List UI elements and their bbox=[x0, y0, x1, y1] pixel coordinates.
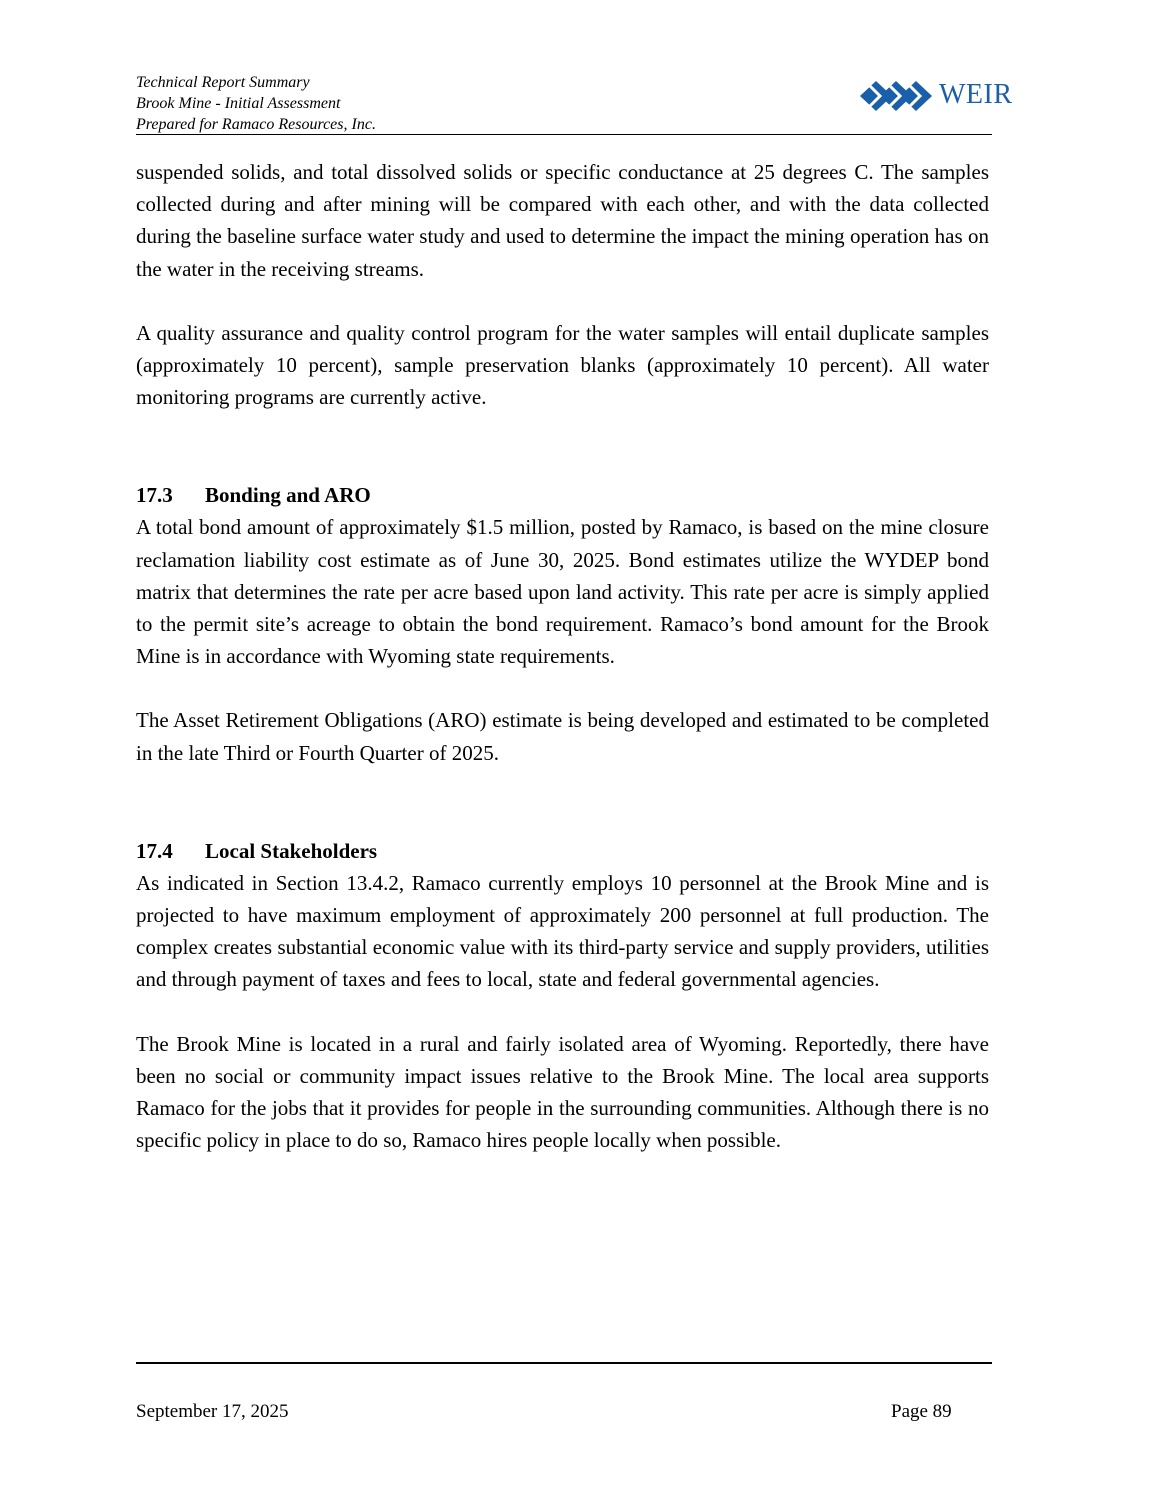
header-report-subtitle: Brook Mine - Initial Assessment bbox=[136, 95, 341, 112]
footer-page-number: Page 89 bbox=[891, 1401, 952, 1422]
footer-date: September 17, 2025 bbox=[136, 1401, 289, 1422]
header-text-block bbox=[136, 72, 376, 135]
paragraph-aro-estimate: The Asset Retirement Obligations (ARO) estimate is being developed and estimated to be completed in the late Third or Fourth Quarter of 2025. bbox=[136, 708, 989, 765]
header-report-title: Technical Report Summary bbox=[136, 74, 310, 91]
paragraph-quality-assurance: A quality assurance and quality control program for the water samples will entail duplicate samples (approximately 10 percent), sample preservation blanks (approximately 10 percent). All water monitoring programs are currently active. bbox=[136, 320, 989, 410]
section-title: Bonding and ARO bbox=[205, 483, 371, 508]
section-number: 17.3 bbox=[136, 483, 173, 508]
section-heading-local-stakeholders bbox=[136, 835, 989, 867]
footer-divider bbox=[136, 1362, 992, 1364]
document-body bbox=[136, 156, 989, 1156]
header-prepared-for: Prepared for Ramaco Resources, Inc. bbox=[136, 116, 376, 133]
paragraph-surface-water-samples: suspended solids, and total dissolved solids or specific conductance at 25 degrees C. The samples collected during and after mining will be compared with each other, and with the data collected during the baseline surface water study and used to determine the impact the mining operation has on the water in the receiving streams. bbox=[136, 160, 989, 281]
paragraph-bond-amount: A total bond amount of approximately $1.5 million, posted by Ramaco, is based on the mine closure reclamation liability cost estimate as of June 30, 2025. Bond estimates utilize the WYDEP bond matrix that determines the rate per acre based upon land activity. This rate per acre is simply applied to the permit site’s acreage to obtain the bond requirement. Ramaco’s bond amount for the Brook Mine is in accordance with Wyoming state requirements. bbox=[136, 515, 989, 669]
section-title: Local Stakeholders bbox=[205, 838, 378, 863]
section-number: 17.4 bbox=[136, 838, 173, 863]
header-divider bbox=[136, 134, 992, 135]
section-heading-bonding-aro bbox=[136, 479, 989, 511]
paragraph-employment: As indicated in Section 13.4.2, Ramaco currently employs 10 personnel at the Brook Mine and is projected to have maximum employment of approximately 200 personnel at full production. The complex creates substantial economic value with its third-party service and supply providers, utilities and through payment of taxes and fees to local, state and federal governmental agencies. bbox=[136, 870, 989, 992]
paragraph-community: The Brook Mine is located in a rural and fairly isolated area of Wyoming. Reportedly, there have been no social or community impact issues relative to the Brook Mine. The local area supports Ramaco for the jobs that it provides for people in the surrounding communities. Although there is no specific policy in place to do so, Ramaco hires people locally when possible. bbox=[136, 1031, 989, 1153]
page-header bbox=[136, 70, 1013, 134]
weir-logo-text: WEIR bbox=[939, 79, 1013, 110]
